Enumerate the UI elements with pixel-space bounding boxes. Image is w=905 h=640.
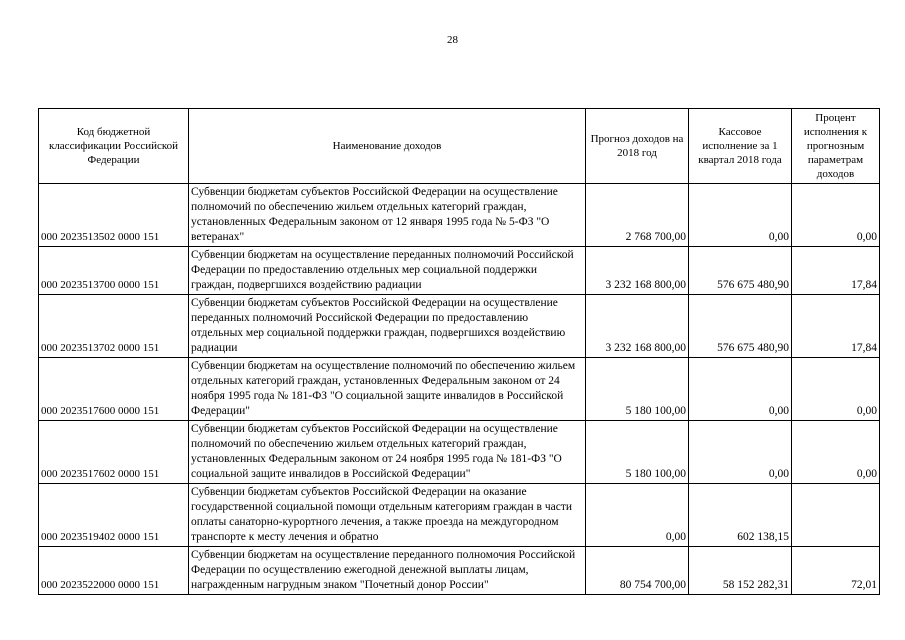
table-row bbox=[39, 247, 880, 295]
row-cash: 576 675 480,90 bbox=[689, 247, 792, 295]
row-code: 000 2023517600 0000 151 bbox=[39, 358, 189, 421]
row-forecast: 80 754 700,00 bbox=[586, 547, 689, 595]
table-row bbox=[39, 547, 880, 595]
header-code: Код бюджетной классификации Российской Федерации bbox=[39, 109, 189, 184]
table-row bbox=[39, 295, 880, 358]
row-forecast: 5 180 100,00 bbox=[586, 421, 689, 484]
row-percent: 72,01 bbox=[792, 547, 880, 595]
row-cash: 602 138,15 bbox=[689, 484, 792, 547]
header-cash: Кассовое исполнение за 1 квартал 2018 года bbox=[689, 109, 792, 184]
table-row bbox=[39, 358, 880, 421]
revenue-table bbox=[38, 108, 880, 595]
row-code: 000 2023513702 0000 151 bbox=[39, 295, 189, 358]
row-code: 000 2023513700 0000 151 bbox=[39, 247, 189, 295]
row-code: 000 2023519402 0000 151 bbox=[39, 484, 189, 547]
row-code: 000 2023517602 0000 151 bbox=[39, 421, 189, 484]
table-row bbox=[39, 421, 880, 484]
table-row bbox=[39, 484, 880, 547]
row-percent: 17,84 bbox=[792, 247, 880, 295]
row-cash: 58 152 282,31 bbox=[689, 547, 792, 595]
row-code: 000 2023513502 0000 151 bbox=[39, 184, 189, 247]
row-cash: 0,00 bbox=[689, 184, 792, 247]
header-forecast: Прогноз доходов на 2018 год bbox=[586, 109, 689, 184]
row-forecast: 3 232 168 800,00 bbox=[586, 247, 689, 295]
row-cash: 0,00 bbox=[689, 421, 792, 484]
row-percent: 0,00 bbox=[792, 358, 880, 421]
row-cash: 576 675 480,90 bbox=[689, 295, 792, 358]
row-forecast: 2 768 700,00 bbox=[586, 184, 689, 247]
row-name: Субвенции бюджетам субъектов Российской Федерации на оказание государственной социальной помощи отдельным категориям граждан в части оплаты санаторно-курортного лечения, а также проезда на междугородном транспорте к месту лечения и обратно bbox=[189, 484, 586, 547]
row-name: Субвенции бюджетам на осуществление переданного полномочия Российской Федерации по осуществлению ежегодной денежной выплаты лицам, награжденным нагрудным знаком "Почетный донор России" bbox=[189, 547, 586, 595]
row-name: Субвенции бюджетам на осуществление полномочий по обеспечению жильем отдельных категорий граждан, установленных Федеральным законом от 24 ноября 1995 года № 181-ФЗ "О социальной защите инвалидов в Российской Федерации" bbox=[189, 358, 586, 421]
row-name: Субвенции бюджетам субъектов Российской Федерации на осуществление полномочий по обеспечению жильем отдельных категорий граждан, установленных Федеральным законом от 24 ноября 1995 года № 181-ФЗ "О социальной защите инвалидов в Российской Федерации" bbox=[189, 421, 586, 484]
row-cash: 0,00 bbox=[689, 358, 792, 421]
table-row bbox=[39, 184, 880, 247]
row-percent bbox=[792, 484, 880, 547]
row-name: Субвенции бюджетам субъектов Российской Федерации на осуществление полномочий по обеспечению жильем отдельных категорий граждан, установленных Федеральным законом от 12 января 1995 года № 5-ФЗ "О ветеранах" bbox=[189, 184, 586, 247]
row-percent: 17,84 bbox=[792, 295, 880, 358]
row-code: 000 2023522000 0000 151 bbox=[39, 547, 189, 595]
row-name: Субвенции бюджетам на осуществление переданных полномочий Российской Федерации по предоставлению отдельных мер социальной поддержки граждан, подвергшихся воздействию радиации bbox=[189, 247, 586, 295]
header-percent: Процент исполнения к прогнозным параметрам доходов bbox=[792, 109, 880, 184]
row-forecast: 3 232 168 800,00 bbox=[586, 295, 689, 358]
row-name: Субвенции бюджетам субъектов Российской Федерации на осуществление переданных полномочий Российской Федерации по предоставлению отдельных мер социальной поддержки граждан, подвергшихся воздействию радиации bbox=[189, 295, 586, 358]
table-header-row bbox=[39, 109, 880, 184]
row-percent: 0,00 bbox=[792, 184, 880, 247]
row-forecast: 5 180 100,00 bbox=[586, 358, 689, 421]
row-forecast: 0,00 bbox=[586, 484, 689, 547]
row-percent: 0,00 bbox=[792, 421, 880, 484]
header-name: Наименование доходов bbox=[189, 109, 586, 184]
page-number: 28 bbox=[447, 34, 458, 46]
